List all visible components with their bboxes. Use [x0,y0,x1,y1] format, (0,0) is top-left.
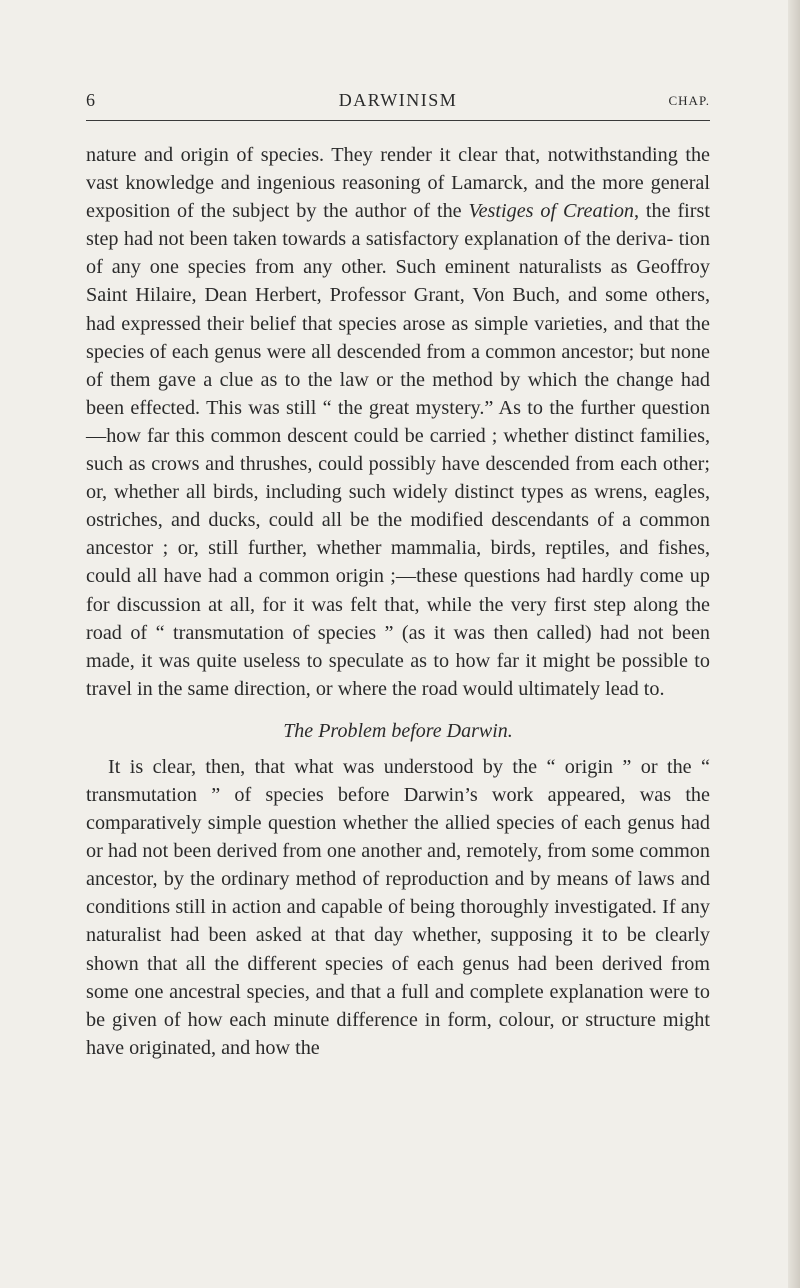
running-header [86,86,710,121]
section-heading: The Problem before Darwin. [283,719,513,742]
page-edge-shadow [788,0,800,1288]
chapter-label: CHAP. [668,93,710,108]
running-title: DARWINISM [338,90,458,110]
page-number: 6 [86,90,95,110]
paragraph-1-text: nature and origin of species. They render it clear that, notwithstanding the vast knowledge and ingenious reasoning of Lamarck, and the more general exposition of the subject by the author of the [86,144,710,223]
book-page [86,86,710,1062]
paragraph-1 [86,141,710,703]
page-body [86,141,710,1062]
book-title-vestiges: Vestiges of Creation [468,200,635,223]
paragraph-1-text-continued: , the first step had not been taken towards a satisfactory explanation of the deriva- tion of any one species from any other. Such eminent naturalists as Geoffroy Saint Hilaire, Dean Herbert, Professor Grant, Von Buch, and some others, had expressed their belief that species arose as simple varieties, and that the species of each genus were all descended from a common ancestor; but none of them gave a clue as to the law or the method by which the change had been effected. This was still “ the great mystery.” As to the further question—how far this common descent could be carried ; whether distinct families, such as crows and thrushes, could possibly have descended from each other; or, whether all birds, including such widely distinct types as wrens, eagles, ostriches, and ducks, could all be the modified descendants of a common ancestor ; or, still further, whether mammalia, birds, reptiles, and fishes, could all have had a common origin ;—these questions had hardly come up for discussion at all, for it was felt that, while the very first step along the road of “ transmutation of species ” (as it was then called) had not been made, it was quite useless to speculate as to how far it might be possible to travel in the same direction, or where the road would ultimately lead to. [86,200,710,700]
paragraph-2: It is clear, then, that what was understood by the “ origin ” or the “ transmutation ” of species before Darwin’s work appeared, was the comparatively simple question whether the allied species of each genus had or had not been derived from one another and, remotely, from some common ancestor, by the ordinary method of reproduction and by means of laws and conditions still in action and capable of being thoroughly investigated. If any naturalist had been asked at that day whether, supposing it to be clearly shown that all the different species of each genus had been derived from some one ancestral species, and that a full and complete explanation were to be given of how each minute difference in form, colour, or structure might have originated, and how the [86,755,710,1059]
